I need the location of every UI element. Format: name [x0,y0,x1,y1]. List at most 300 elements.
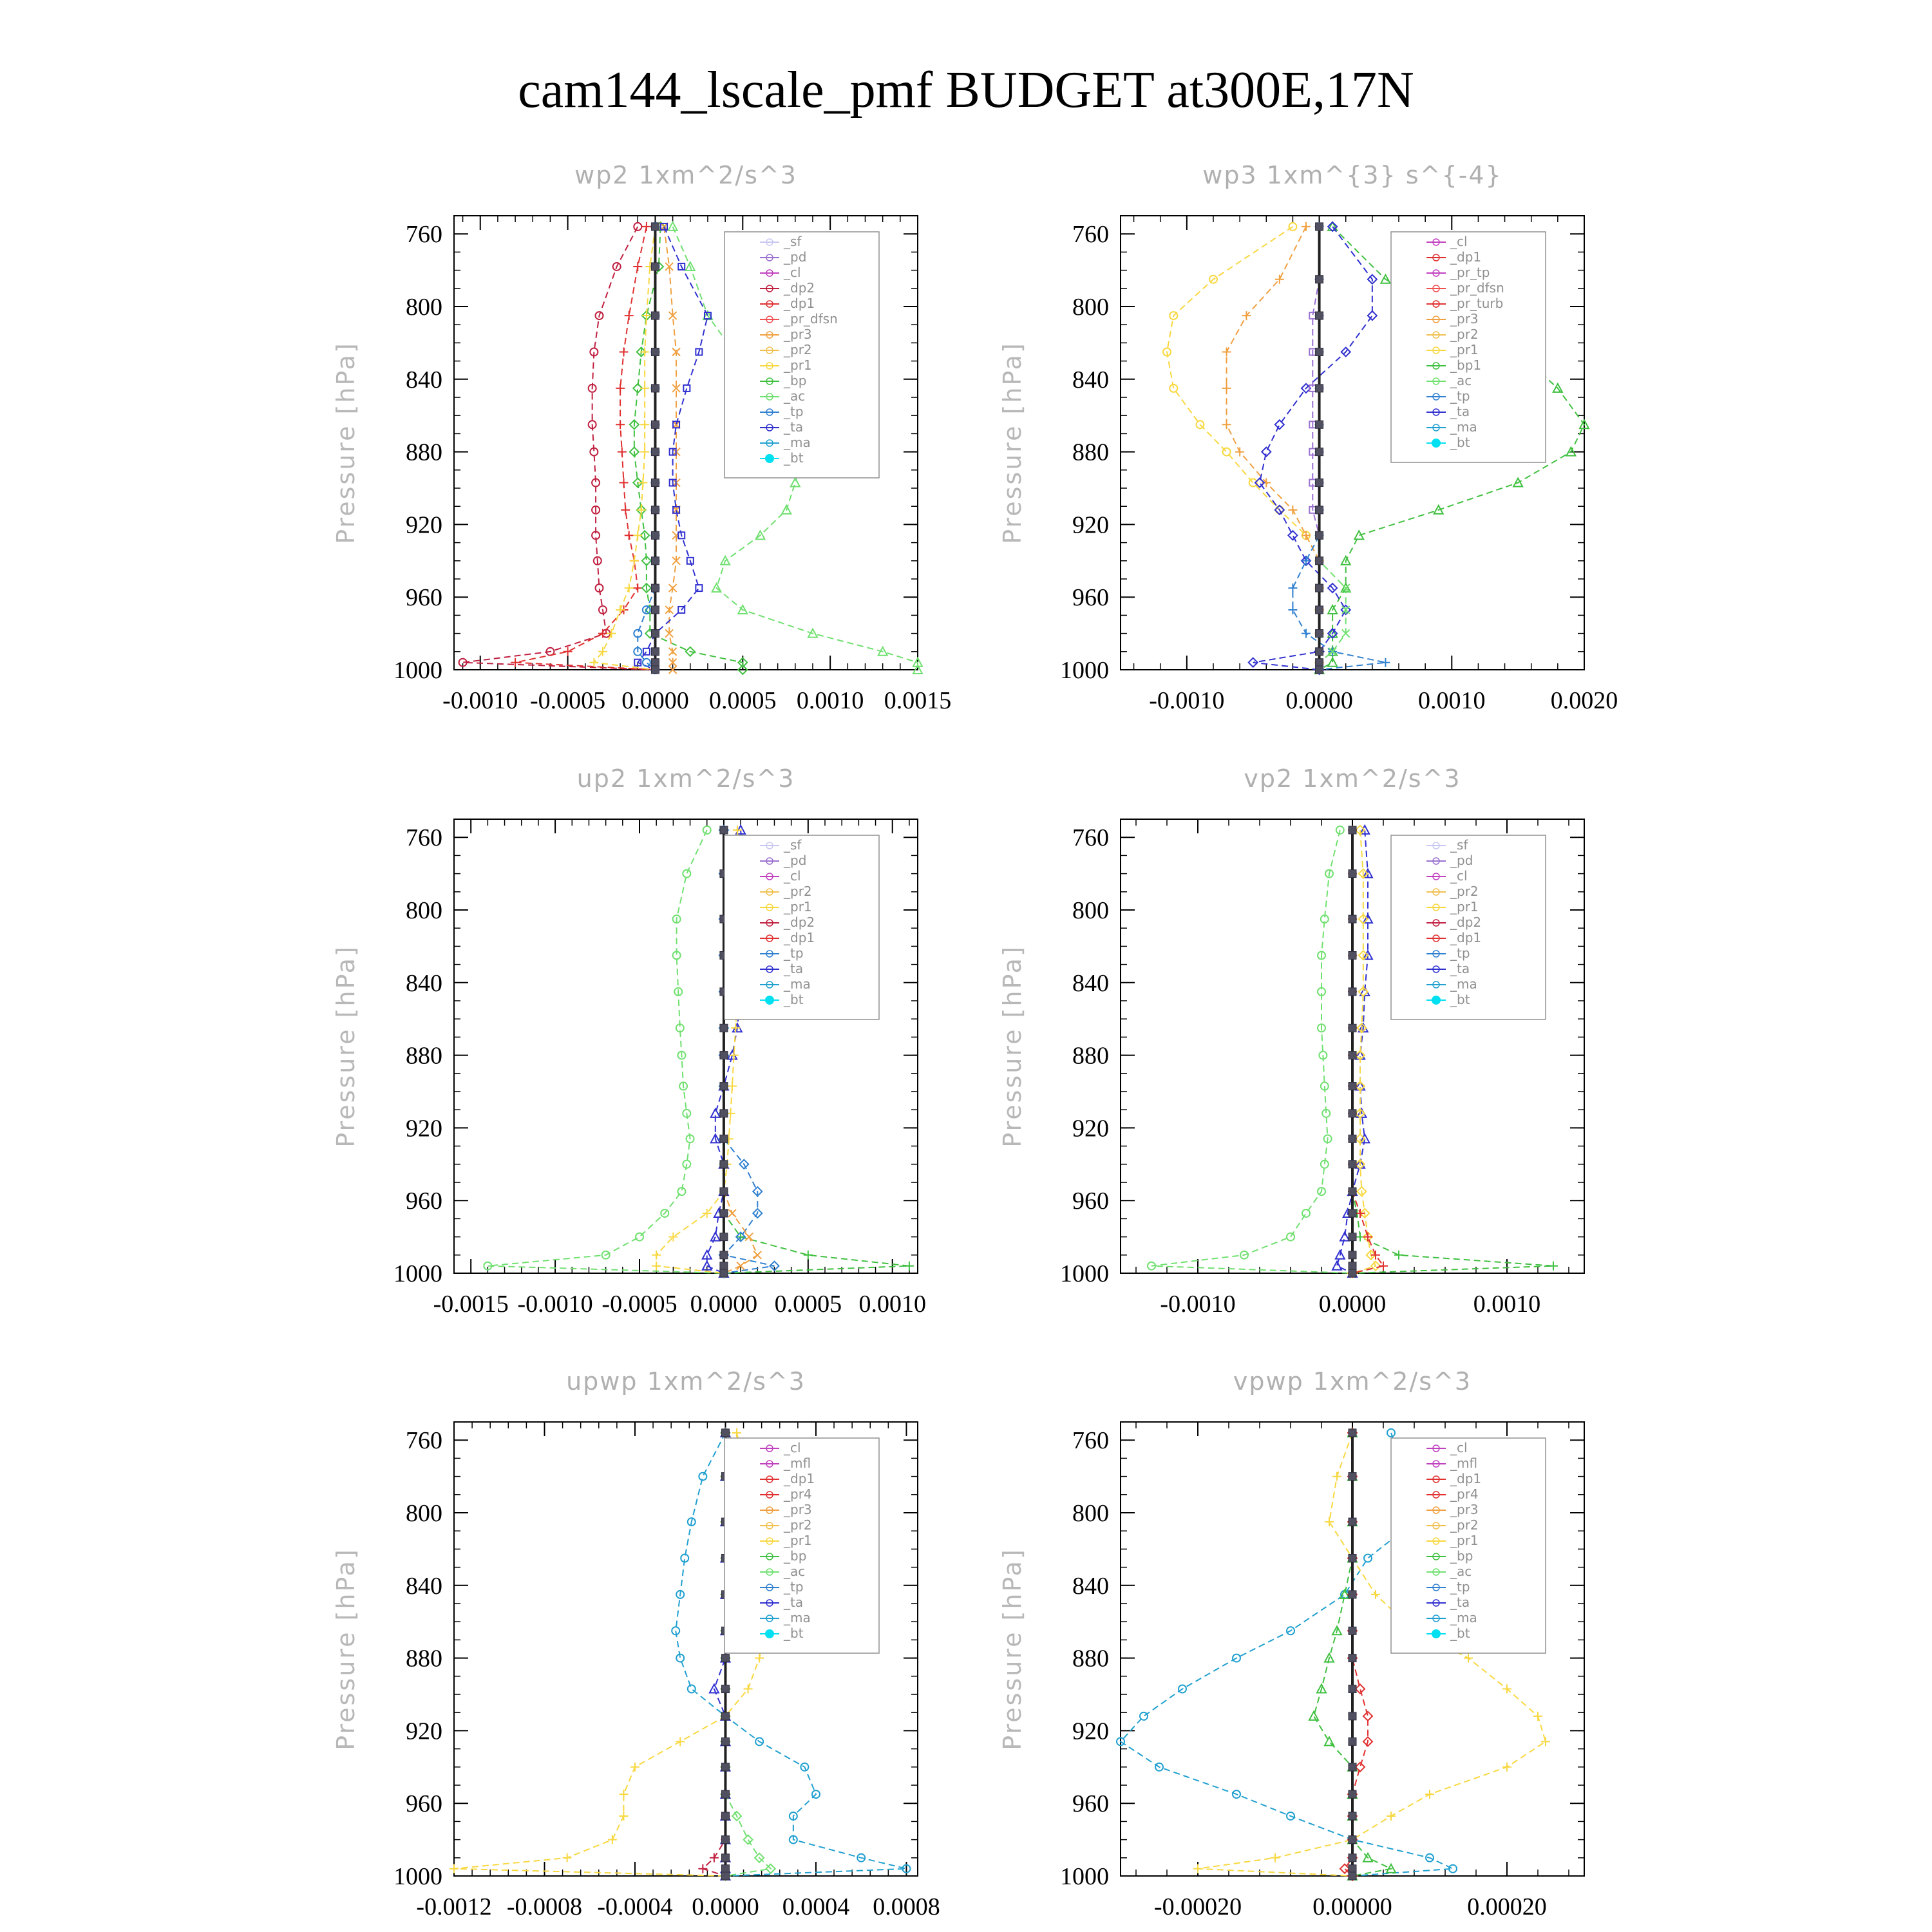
data-point [651,479,659,487]
y-axis-label: Pressure [hPa] [998,341,1027,544]
legend-label: _ta [784,419,804,435]
data-point [1364,1555,1372,1562]
data-point [1302,629,1311,638]
data-point [1316,312,1323,319]
legend-label: _bp [784,1548,807,1564]
data-point [563,1853,572,1862]
data-point [625,531,634,540]
chart-panel-2 [998,161,1618,714]
data-point [720,1262,728,1270]
y-tick-label: 840 [1072,1572,1109,1600]
legend-label: _cl [1450,234,1468,249]
data-point [1235,448,1244,457]
data-point [688,1685,696,1693]
data-point [616,384,625,393]
series-line-pr1 [1167,227,1320,670]
legend-label: _pr3 [784,327,812,342]
data-point [720,1251,728,1259]
data-point [1349,1251,1356,1259]
data-point [652,1251,661,1260]
data-point [720,1135,728,1142]
x-tick-label: 0.0000 [1285,687,1353,714]
y-axis-label: Pressure [hPa] [998,945,1027,1148]
data-point [1349,1110,1356,1117]
data-point [651,659,659,667]
data-point [745,1233,753,1241]
data-point [651,557,659,565]
data-point [1533,1712,1542,1721]
legend-label: _pr1 [784,357,812,373]
data-point [651,348,659,356]
data-point [720,1024,728,1032]
x-tick-label: -0.0010 [442,687,518,714]
legend-label: _dp1 [784,930,815,945]
data-point [728,1209,736,1217]
data-point [721,1854,729,1862]
y-tick-label: 760 [406,824,442,852]
legend-label: _ta [784,1595,804,1610]
legend-marker [1432,996,1441,1005]
chart-panel-5 [332,1367,940,1920]
legend-label: _ma [784,435,811,450]
data-point [1349,1685,1356,1693]
data-point [511,658,520,667]
legend-label: _tp [1450,388,1470,404]
data-point [651,584,659,592]
y-tick-label: 880 [406,439,442,466]
legend-label: _pd [784,249,807,265]
data-point [651,263,659,270]
x-tick-label: 0.0010 [796,687,864,714]
y-tick-label: 840 [406,969,442,997]
data-point [620,478,629,488]
data-point [1349,1188,1356,1195]
data-point [1316,479,1323,487]
legend-label: _pr3 [784,1502,812,1517]
data-point [721,1836,729,1844]
x-tick-label: 0.0010 [1418,687,1486,714]
data-point [619,1790,628,1799]
data-point [1549,1262,1558,1271]
y-tick-label: 880 [406,1645,442,1672]
y-tick-label: 760 [406,221,442,249]
data-point [642,311,651,320]
data-point [1316,276,1323,283]
data-point [791,478,800,487]
data-point [1356,1685,1365,1694]
legend-label: _tp [1450,945,1470,961]
data-point [651,312,659,319]
legend-label: _pd [784,853,807,868]
data-point [720,1233,728,1241]
data-point [1349,1269,1356,1277]
data-point [1316,506,1323,514]
legend-label: _pr2 [784,1517,812,1533]
data-point [699,1473,706,1481]
data-point [1332,1262,1341,1270]
legend-label: _pr_dfsn [1450,280,1504,296]
legend-label: _pr2 [1450,1517,1479,1533]
legend-label: _pr2 [784,342,812,357]
series-line-dp2 [463,227,656,670]
data-point [651,666,659,674]
data-point [651,506,659,514]
legend-label: _ma [784,1610,811,1625]
legend-label: _bp [784,373,807,388]
legend-label: _cl [1450,868,1468,884]
y-tick-label: 800 [406,897,442,924]
data-point [1379,1262,1388,1271]
data-point [744,1835,753,1844]
legend-label: _tp [1450,1579,1470,1595]
y-tick-label: 880 [406,1042,442,1070]
data-point [1349,1654,1356,1662]
legend-label: _pr_turb [1450,296,1504,311]
data-point [651,448,659,456]
data-point [1349,1052,1356,1059]
data-point [721,1872,729,1880]
x-tick-label: 0.00020 [1467,1893,1547,1920]
legend-label: _dp1 [784,296,815,311]
legend-label: _pr1 [1450,899,1479,914]
data-point [1349,1209,1356,1217]
y-tick-label: 800 [406,1500,442,1527]
y-tick-label: 800 [406,294,442,321]
data-point [1316,666,1323,674]
legend-label: _cl [784,868,801,884]
y-tick-label: 840 [1072,969,1109,997]
data-point [1349,1135,1356,1142]
x-tick-label: -0.0012 [416,1893,492,1920]
y-tick-label: 1000 [393,1260,442,1287]
data-point [1302,1209,1310,1217]
data-point [630,556,639,565]
data-point [1349,1518,1356,1526]
data-point [720,1269,728,1277]
data-point [1316,648,1323,656]
data-point [1222,348,1231,357]
data-point [621,506,630,515]
data-point [1349,1083,1356,1090]
y-tick-label: 920 [406,1718,442,1745]
data-point [1349,915,1356,923]
legend-label: _pr4 [784,1486,812,1502]
legend-label: _dp1 [1450,249,1482,265]
data-point [753,1251,761,1259]
panel-title: upwp 1xm^2/s^3 [566,1367,806,1396]
legend-label: _pr4 [1450,1486,1479,1502]
data-point [636,1233,643,1241]
legend-label: _bt [1450,1625,1470,1641]
data-point [1316,421,1323,428]
data-point [1325,1517,1334,1526]
data-point [1363,1233,1372,1242]
data-point [608,1835,617,1844]
y-tick-label: 840 [1072,366,1109,393]
data-point [1464,1654,1473,1663]
figure-title: cam144_lscale_pmf BUDGET at300E,17N [518,62,1414,118]
data-point [1316,557,1323,565]
panel-title: wp2 1xm^2/s^3 [574,161,797,189]
legend-label: _pr2 [1450,884,1479,899]
data-point [710,1853,719,1862]
x-tick-label: -0.0004 [597,1893,673,1920]
x-tick-label: 0.0000 [692,1893,759,1920]
legend-label: _pr_tp [1450,265,1490,280]
data-point [1349,988,1356,996]
legend-label: _cl [1450,1440,1468,1455]
y-axis-label: Pressure [hPa] [332,945,360,1148]
data-point [1222,384,1231,393]
panel-title: vp2 1xm^2/s^3 [1244,764,1461,793]
x-tick-label: -0.0005 [530,687,606,714]
legend-label: _ta [1450,1595,1470,1610]
legend-label: _ta [1450,961,1470,976]
x-tick-label: -0.0005 [601,1291,677,1318]
y-tick-label: 960 [406,1188,442,1215]
data-point [721,1429,729,1437]
legend-label: _cl [784,265,801,280]
panel-title: vpwp 1xm^2/s^3 [1233,1367,1472,1396]
data-point [1309,1712,1318,1720]
data-point [1316,606,1323,614]
x-tick-label: 0.0008 [873,1893,940,1920]
legend-label: _sf [1450,837,1468,853]
x-tick-label: 0.0010 [858,1291,926,1318]
data-point [616,420,625,429]
data-point [720,1209,728,1217]
data-point [1140,1712,1148,1720]
data-point [1340,1233,1349,1241]
data-point [1262,448,1271,457]
data-point [1316,348,1323,356]
data-point [1502,1763,1511,1772]
y-tick-label: 920 [406,511,442,539]
data-point [720,1110,728,1117]
legend-label: _dp1 [784,1471,815,1486]
legend-label: _pr1 [1450,1533,1479,1548]
x-tick-label: -0.0010 [517,1291,593,1318]
x-tick-label: 0.0005 [709,687,777,714]
data-point [1349,1262,1356,1270]
y-tick-label: 800 [1072,294,1109,321]
data-point [640,384,649,393]
data-point [1349,1429,1356,1437]
x-tick-label: 0.0020 [1550,687,1618,714]
data-point [668,222,677,231]
legend-label: _pr1 [784,899,812,914]
y-tick-label: 960 [1072,1188,1109,1215]
x-tick-label: 0.0004 [782,1893,850,1920]
y-tick-label: 800 [1072,897,1109,924]
legend-label: _dp1 [1450,1471,1482,1486]
data-point [1349,1790,1356,1798]
y-tick-label: 920 [406,1115,442,1142]
series-line-tp [1293,227,1385,670]
data-point [651,606,659,614]
data-point [637,506,646,515]
data-point [721,1790,729,1798]
legend-label: _bt [784,992,804,1007]
data-point [732,1428,741,1437]
data-point [1349,1627,1356,1634]
data-point [1349,1712,1356,1720]
legend-marker [765,1629,774,1638]
chart-panel-4 [998,764,1584,1318]
data-point [1328,658,1337,667]
legend-label: _pr2 [784,884,812,899]
data-point [1316,630,1323,638]
data-point [1316,584,1323,592]
data-point [1349,1024,1356,1032]
data-point [1288,605,1297,614]
legend-label: _sf [784,837,802,853]
data-point [651,421,659,428]
data-point [1349,1763,1356,1771]
data-point [1316,448,1323,456]
y-tick-label: 1000 [393,657,442,684]
data-point [618,448,627,457]
legend-label: _ac [1450,1564,1472,1579]
legend-label: _bt [784,1625,804,1641]
legend-marker [1432,439,1441,448]
data-point [698,1864,707,1873]
data-point [1288,583,1297,592]
y-tick-label: 840 [406,1572,442,1600]
legend-label: _dp2 [784,280,815,296]
legend-label: _bt [784,450,804,466]
data-point [1349,826,1356,834]
legend-label: _tp [784,404,804,419]
legend-label: _bp1 [1450,357,1482,373]
legend-label: _bt [1450,435,1470,450]
y-tick-label: 920 [1072,1718,1109,1745]
data-point [1349,1473,1356,1481]
legend-label: _pr1 [784,1533,812,1548]
x-tick-label: -0.0010 [1160,1291,1236,1318]
data-point [1271,1853,1280,1862]
y-tick-label: 760 [406,1427,442,1455]
legend-marker [1432,1629,1441,1638]
y-axis-label: Pressure [hPa] [998,1548,1027,1750]
y-tick-label: 960 [406,584,442,612]
data-point [720,826,728,834]
data-point [450,1864,459,1873]
x-tick-label: 0.00000 [1312,1893,1392,1920]
data-point [1541,1737,1550,1746]
data-point [640,448,649,457]
data-point [1222,420,1231,429]
data-point [1349,1872,1356,1880]
x-tick-label: -0.00020 [1153,1893,1242,1920]
data-point [1349,870,1356,878]
data-point [728,1082,737,1091]
legend-label: _ma [1450,1610,1477,1625]
legend-label: _ac [784,1564,806,1579]
y-axis-label: Pressure [hPa] [332,341,360,544]
series-line-dp1 [488,830,724,1273]
legend-label: _ac [784,388,806,404]
data-point [721,1685,729,1693]
data-point [1288,531,1297,540]
legend-label: _ma [1450,419,1477,435]
x-tick-label: 0.0005 [774,1291,842,1318]
data-point [651,648,659,656]
data-point [721,1865,729,1873]
panel-title: up2 1xm^2/s^3 [576,764,795,793]
legend-label: _ma [1450,976,1477,992]
data-point [1349,1812,1356,1820]
y-tick-label: 1000 [1060,657,1109,684]
legend-label: _pr_dfsn [784,311,838,327]
legend-label: _pr2 [1450,327,1479,342]
data-point [1328,222,1337,231]
legend-label: _sf [784,234,802,249]
legend-label: _ta [1450,404,1470,419]
legend-label: _cl [784,1440,801,1455]
data-point [1288,506,1297,515]
data-point [633,583,642,592]
data-point [755,1654,764,1663]
data-point [721,1712,729,1720]
y-tick-label: 760 [1072,824,1109,852]
legend-marker [765,996,774,1005]
data-point [1349,1160,1356,1168]
legend-marker [765,454,774,463]
data-point [1349,1591,1356,1598]
legend-label: _tp [784,945,804,961]
data-point [651,531,659,539]
data-point [711,1233,720,1241]
data-point [1302,222,1311,231]
chart-panel-3 [332,764,926,1318]
legend-label: _tp [784,1579,804,1595]
data-point [640,420,649,429]
data-point [1363,1712,1372,1721]
data-point [651,223,659,231]
y-tick-label: 1000 [1060,1863,1109,1890]
legend-label: _dp1 [1450,930,1482,945]
data-point [1349,1555,1356,1562]
legend-label: _mfl [784,1455,811,1471]
y-tick-label: 800 [1072,1500,1109,1527]
data-point [625,583,634,592]
y-tick-label: 960 [1072,584,1109,612]
data-point [721,1812,729,1820]
data-point [1316,531,1323,539]
y-tick-label: 840 [406,366,442,393]
data-point [1387,1812,1396,1821]
y-tick-label: 1000 [393,1863,442,1890]
y-tick-label: 960 [1072,1790,1109,1818]
legend-label: _mfl [1450,1455,1478,1471]
x-tick-label: -0.0008 [506,1893,583,1920]
legend-label: _ac [1450,373,1472,388]
data-point [720,1052,728,1059]
data-point [619,1812,628,1821]
data-point [1316,659,1323,667]
y-tick-label: 960 [406,1790,442,1818]
legend-label: _bt [1450,992,1470,1007]
data-point [633,262,642,271]
data-point [1223,448,1231,456]
data-point [905,1262,914,1271]
data-point [620,348,629,357]
y-tick-label: 760 [1072,1427,1109,1455]
data-point [1349,1854,1356,1862]
data-point [1193,1864,1202,1873]
y-tick-label: 880 [1072,1645,1109,1672]
